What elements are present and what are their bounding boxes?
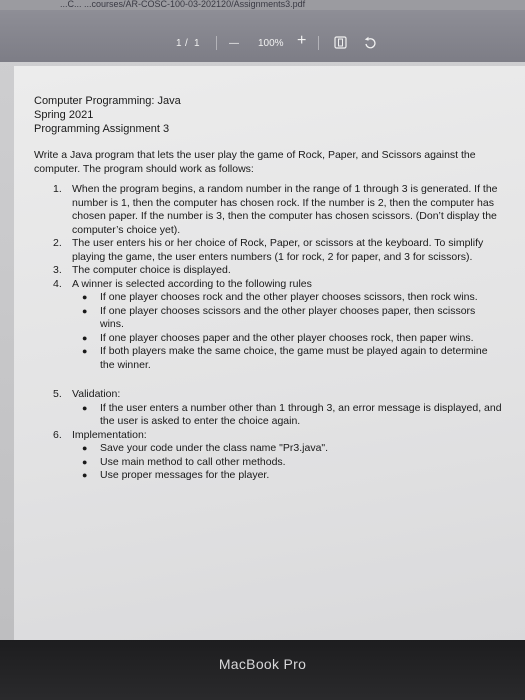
item-text: Validation:: [72, 388, 121, 400]
browser-url[interactable]: ...C... ...courses/AR-COSC-100-03-202120/Assignments3.pdf: [0, 0, 525, 10]
item-text: When the program begins, a random number in the range of 1 through 3 is generated. If the number is 1, then the computer has chosen rock. If the number is 2, then the computer has chosen paper. If the number is 3, then the computer has chosen scissors. (Don’t display the computer’s choice yet).: [72, 183, 498, 236]
list-item: [34, 278, 502, 373]
item-text: The user enters his or her choice of Rock, Paper, or scissors at the keyboard. To simplify playing the game, the user enters numbers (1 for rock, 2 for paper, and 3 for scissors).: [72, 237, 484, 263]
laptop-brand-label: MacBook Pro: [218, 656, 307, 672]
bullet-item: [72, 469, 502, 483]
page-current[interactable]: 1: [176, 38, 182, 49]
list-item: [34, 264, 502, 278]
bullet-icon: ●: [82, 305, 88, 316]
item-number: 3.: [53, 264, 62, 276]
bullet-icon: ●: [82, 470, 88, 480]
document-body: [34, 94, 514, 483]
term: Spring 2021: [34, 109, 94, 121]
bullet-text: If one player chooses scissors and the other player chooses paper, then scissors wins.: [100, 304, 476, 330]
implementation-list: [72, 442, 502, 483]
page-total: 1: [194, 38, 200, 49]
item-number: 6.: [53, 428, 62, 441]
bullet-icon: ●: [82, 332, 88, 343]
list-item: [34, 429, 502, 483]
fit-page-icon[interactable]: [334, 36, 347, 54]
bullet-icon: ●: [82, 292, 88, 302]
item-text: Implementation:: [72, 428, 147, 441]
bullet-text: If both players make the same choice, the game must be played again to determine the winner.: [100, 345, 488, 371]
list-item: [34, 183, 502, 237]
bullet-icon: ●: [82, 456, 88, 467]
spacer: [34, 372, 514, 388]
list-item: [34, 237, 502, 264]
intro-paragraph: Write a Java program that lets the user play the game of Rock, Paper, and Scissors against the computer. The program should work as follows:: [34, 149, 476, 175]
item-number: 4.: [53, 277, 62, 290]
zoom-out-button[interactable]: —: [229, 38, 239, 49]
item-text: A winner is selected according to the following rules: [72, 277, 312, 290]
course-title: Computer Programming: Java: [34, 95, 181, 107]
zoom-in-button[interactable]: +: [297, 32, 307, 49]
bullet-icon: ●: [82, 443, 88, 453]
item-number: 1.: [53, 183, 62, 195]
item-number: 2.: [53, 237, 62, 249]
bullet-text: Save your code under the class name "Pr3.java".: [100, 442, 329, 454]
bullet-item: [72, 345, 502, 372]
bullet-item: [72, 402, 502, 429]
bullet-icon: ●: [82, 346, 88, 356]
bullet-icon: ●: [82, 402, 88, 413]
bullet-text: If one player chooses rock and the other player chooses scissors, then rock wins.: [100, 291, 478, 303]
item-number: 5.: [53, 388, 62, 400]
page-separator: /: [185, 38, 188, 49]
pdf-page: [14, 66, 525, 640]
zoom-level: 100%: [258, 38, 284, 49]
list-item: [34, 388, 502, 429]
bullet-text: If the user enters a number other than 1 through 3, an error message is displayed, and the user is asked to enter the choice again.: [100, 401, 502, 427]
bullet-item: [72, 305, 502, 332]
instructions-list-cont: [34, 388, 514, 483]
assignment-title: Programming Assignment 3: [34, 123, 170, 135]
bullet-item: [72, 442, 502, 456]
instructions-list: [34, 183, 514, 372]
bullet-text: Use proper messages for the player.: [100, 469, 270, 481]
toolbar-divider: [216, 36, 217, 50]
toolbar-divider: [318, 36, 319, 50]
bullet-text: If one player chooses paper and the other player chooses rock, then paper wins.: [100, 331, 474, 344]
bullet-item: [72, 291, 502, 305]
item-text: The computer choice is displayed.: [72, 264, 231, 276]
rotate-icon[interactable]: [363, 36, 377, 55]
bullet-text: Use main method to call other methods.: [100, 455, 286, 468]
rules-list: [72, 291, 502, 372]
pdf-toolbar: [0, 10, 525, 62]
validation-list: [72, 402, 502, 429]
bullet-item: [72, 332, 502, 346]
bullet-item: [72, 456, 502, 470]
